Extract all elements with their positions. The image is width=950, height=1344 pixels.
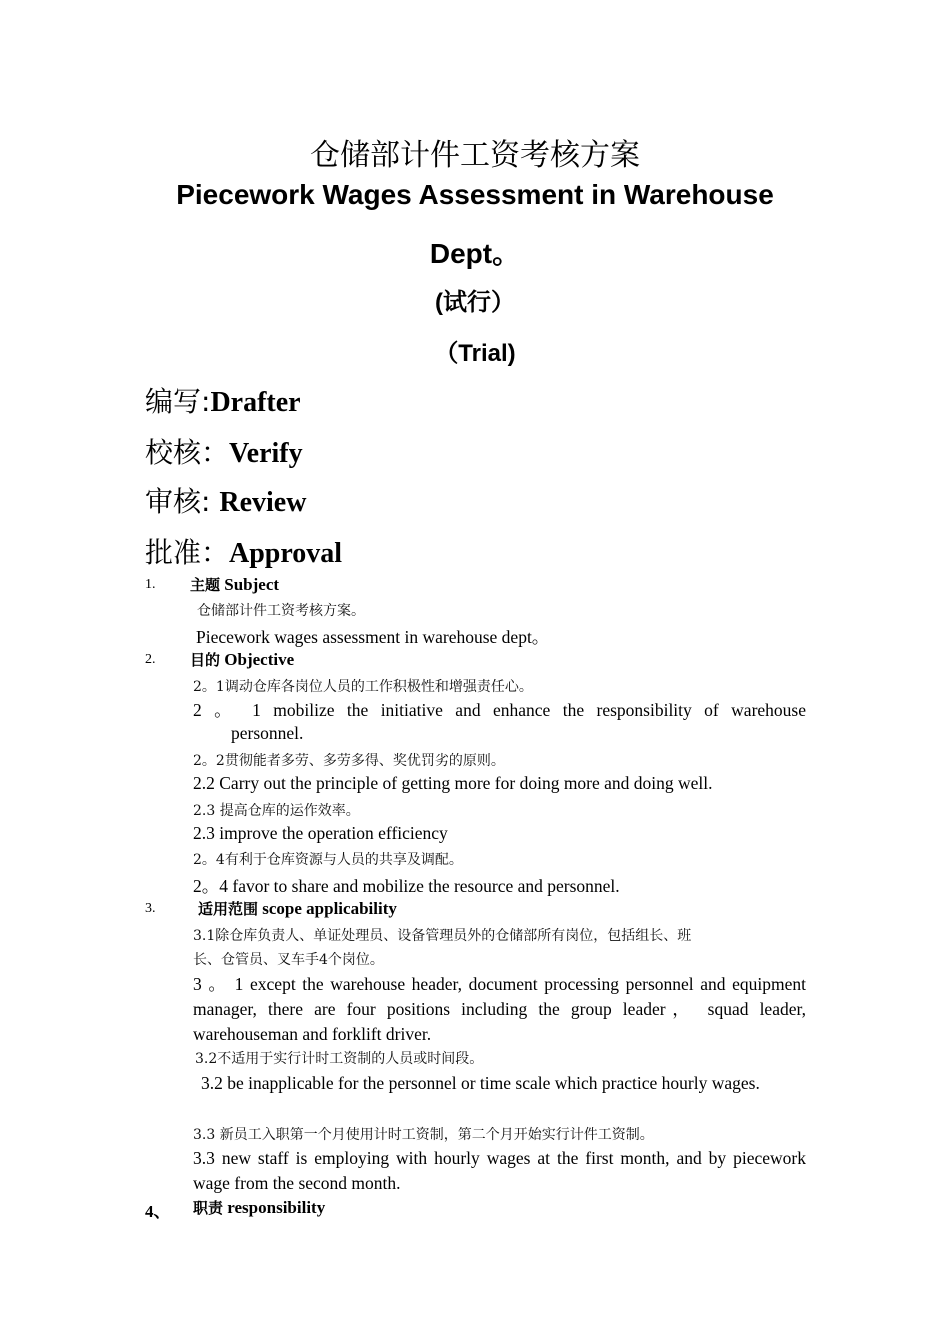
scope-3-2-zh: 3.2不适用于实行计时工资制的人员或时间段。 (195, 1051, 484, 1067)
title-english-line2: Dept。 (429, 238, 521, 269)
section-2-number: 2. (145, 652, 156, 667)
section-1-text-en: Piecework wages assessment in warehouse dept。 (196, 627, 550, 647)
signoff-label: 校核： (145, 436, 230, 469)
title-chinese: 仓储部计件工资考核方案 (310, 138, 640, 173)
objective-2-2-en: 2.2 Carry out the principle of getting more for doing more and doing well. (193, 773, 713, 793)
scope-3-1-zh-line1: 3.1除仓库负责人、单证处理员、设备管理员外的仓储部所有岗位，包括组长、班 (193, 928, 692, 944)
signoff-label: 编写: (145, 385, 211, 418)
signoff-approval (145, 531, 342, 571)
objective-2-2-zh: 2。2贯彻能者多劳、多劳多得、奖优罚劣的原则。 (193, 753, 505, 769)
section-4-number: 4、 (145, 1202, 171, 1221)
objective-2-4-en: 2。4 favor to share and mobilize the resource and personnel. (193, 876, 620, 896)
scope-3-1-en: 3 。 1 except the warehouse header, document processing personnel and equipment manager, there are four positions including the group leader， squad leader, warehouseman and forklift driver. (193, 974, 806, 1044)
objective-2-4-zh: 2。4有利于仓库资源与人员的共享及调配。 (193, 852, 463, 868)
trial-chinese: (试行） (435, 289, 515, 316)
signoff-value: Review (219, 487, 307, 518)
signoff-review (145, 480, 306, 520)
signoff-value: Drafter (210, 387, 301, 418)
signoff-verify (145, 431, 303, 471)
trial-english: （Trial) (434, 340, 516, 367)
section-1-text-zh: 仓储部计件工资考核方案。 (197, 603, 365, 619)
scope-3-3-zh: 3.3 新员工入职第一个月使用计时工资制，第二个月开始实行计件工资制。 (193, 1127, 654, 1143)
section-3-heading: 适用范围 scope applicability (198, 899, 397, 918)
section-4-heading: 职责 responsibility (193, 1198, 326, 1217)
signoff-value: Verify (229, 438, 303, 469)
objective-2-1-zh: 2。1调动仓库各岗位人员的工作积极性和增强责任心。 (193, 679, 533, 695)
objective-2-1-en-cont: personnel. (231, 723, 304, 743)
signoff-value: Approval (229, 538, 343, 569)
signoff-label: 审核: (145, 485, 220, 518)
signoff-label: 批准： (145, 536, 230, 569)
objective-2-1-en: 2 。 1 mobilize the initiative and enhance the responsibility of warehouse (193, 700, 806, 720)
section-1-heading: 主题 Subject (190, 575, 280, 594)
section-1-number: 1. (145, 577, 156, 592)
scope-3-2-en: 3.2 be inapplicable for the personnel or time scale which practice hourly wages. (201, 1073, 760, 1093)
title-english-line1: Piecework Wages Assessment in Warehouse (176, 179, 774, 210)
signoff-drafter (145, 380, 301, 420)
section-2-heading: 目的 Objective (190, 650, 295, 669)
scope-3-3-en: 3.3 new staff is employing with hourly wages at the first month, and by piecework wage from the second month. (193, 1148, 806, 1193)
objective-2-3-zh: 2.3 提高仓库的运作效率。 (193, 803, 360, 819)
scope-3-1-zh-line2: 长、仓管员、叉车手4个岗位。 (193, 952, 384, 968)
section-3-number: 3. (145, 901, 156, 916)
objective-2-3-en: 2.3 improve the operation efficiency (193, 823, 448, 843)
